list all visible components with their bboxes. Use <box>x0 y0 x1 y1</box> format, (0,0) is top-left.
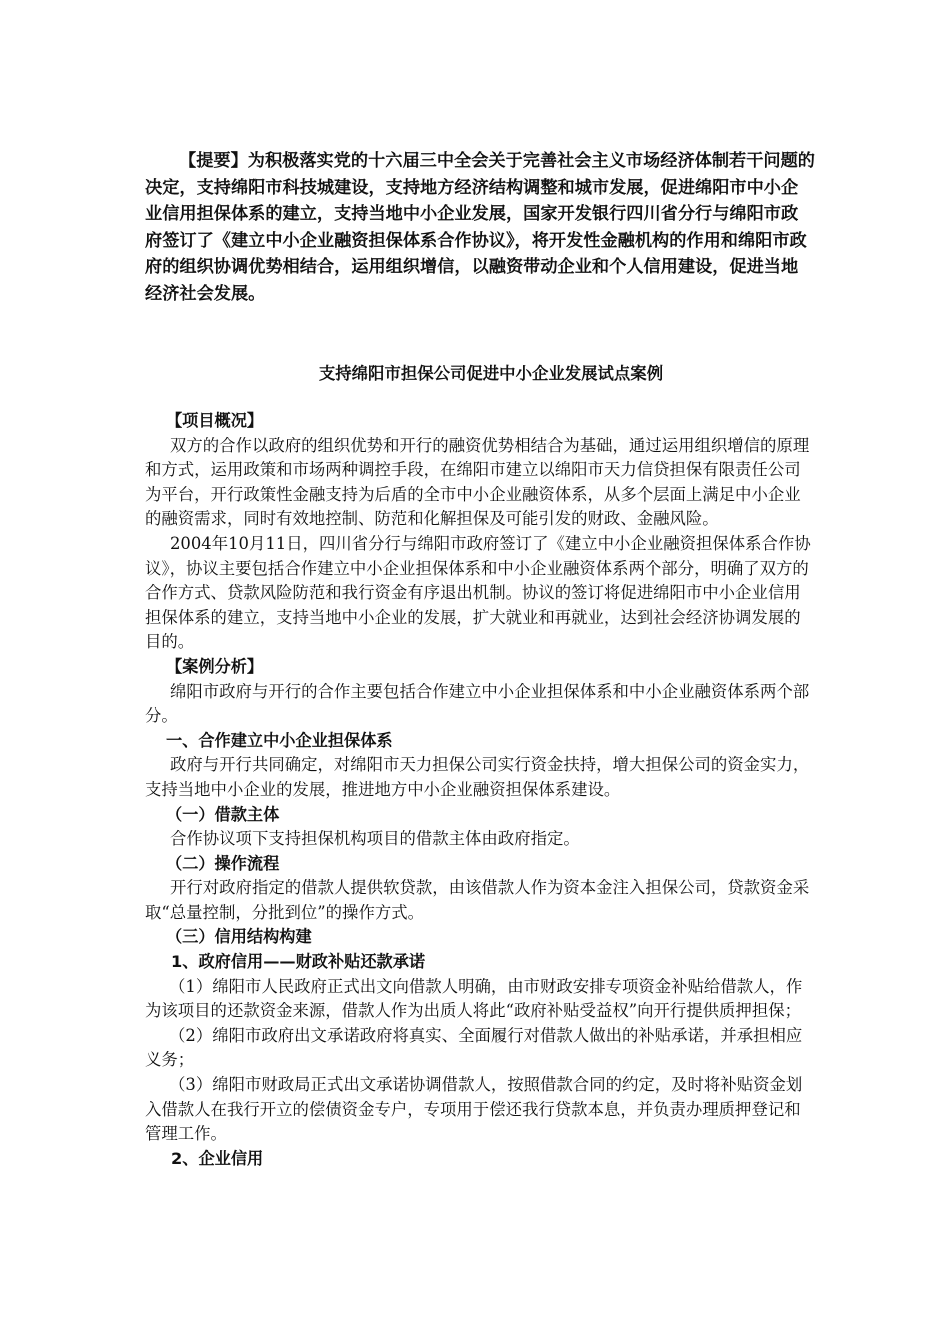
heading-project-overview: 【项目概况】 <box>166 411 264 430</box>
paragraph-government-credit-2: （2）绵阳市政府出文承诺政府将真实、全面履行对借款人做出的补贴承诺，并承担相应义务； <box>145 1025 803 1070</box>
paragraph-government-credit-3: （3）绵阳市财政局正式出文承诺协调借款人，按照借款合同的约定，及时将补贴资金划入借款人在我行开立的偿债资金专户，专项用于偿还我行贷款本息，并负责办理质押登记和管理工作。 <box>145 1075 803 1144</box>
heading-process: （二）操作流程 <box>166 853 280 873</box>
document-title: 支持绵阳市担保公司促进中小企业发展试点案例 <box>318 364 664 383</box>
abstract-paragraph: 【提要】为积极落实党的十六届三中全会关于完善社会主义市场经济体制若干问题的决定，支持绵阳市科技城建设，支持地方经济结构调整和城市发展，促进绵阳市中小企业信用担保体系的建立，支持当地中小企业发展，国家开发银行四川省分行与绵阳市政府签订了《建立中小企业融资担保体系合作协议》，将开发性金融机构的作用和绵阳市政府的组织协调优势相结合，运用组织增信，以融资带动企业和个人信用建设，促进当地经济社会发展。 <box>145 151 815 304</box>
heading-enterprise-credit: 2、企业信用 <box>171 1148 264 1168</box>
paragraph-process: 开行对政府指定的借款人提供软贷款，由该借款人作为资本金注入担保公司，贷款资金采取“总量控制，分批到位”的操作方式。 <box>145 878 810 922</box>
paragraph-government-credit-1: （1）绵阳市人民政府正式出文向借款人明确，由市财政安排专项资金补贴给借款人，作为该项目的还款资金来源，借款人作为出质人将此“政府补贴受益权”向开行提供质押担保； <box>145 976 803 1021</box>
document-body <box>145 409 815 1171</box>
paragraph-overview-1: 双方的合作以政府的组织优势和开行的融资优势相结合为基础，通过运用组织增信的原理和方式，运用政策和市场两种调控手段，在绵阳市建立以绵阳市天力信贷担保有限责任公司为平台，开行政策性金融支持为后盾的全市中小企业融资体系，从多个层面上满足中小企业的融资需求，同时有效地控制、防范和化解担保及可能引发的财政、金融风险。 <box>145 435 810 529</box>
paragraph-analysis-1: 绵阳市政府与开行的合作主要包括合作建立中小企业担保体系和中小企业融资体系两个部分。 <box>145 681 810 726</box>
paragraph-section-1: 政府与开行共同确定，对绵阳市天力担保公司实行资金扶持，增大担保公司的资金实力，支持当地中小企业的发展，推进地方中小企业融资担保体系建设。 <box>145 755 810 799</box>
paragraph-overview-2: 2004年10月11日，四川省分行与绵阳市政府签订了《建立中小企业融资担保体系合作协议》，协议主要包括合作建立中小企业担保体系和中小企业融资体系两个部分，明确了双方的合作方式、贷款风险防范和我行资金有序退出机制。协议的签订将促进绵阳市中小企业信用担保体系的建立，支持当地中小企业的发展，扩大就业和再就业，达到社会经济协调发展的目的。 <box>145 533 811 652</box>
heading-section-1: 一、合作建立中小企业担保体系 <box>166 730 393 750</box>
heading-borrower: （一）借款主体 <box>166 804 280 824</box>
document-page <box>145 148 815 1171</box>
heading-credit-structure: （三）信用结构构建 <box>166 927 312 947</box>
heading-government-credit: 1、政府信用——财政补贴还款承诺 <box>171 952 426 972</box>
heading-case-analysis: 【案例分析】 <box>166 656 264 676</box>
paragraph-borrower: 合作协议项下支持担保机构项目的借款主体由政府指定。 <box>170 829 580 849</box>
